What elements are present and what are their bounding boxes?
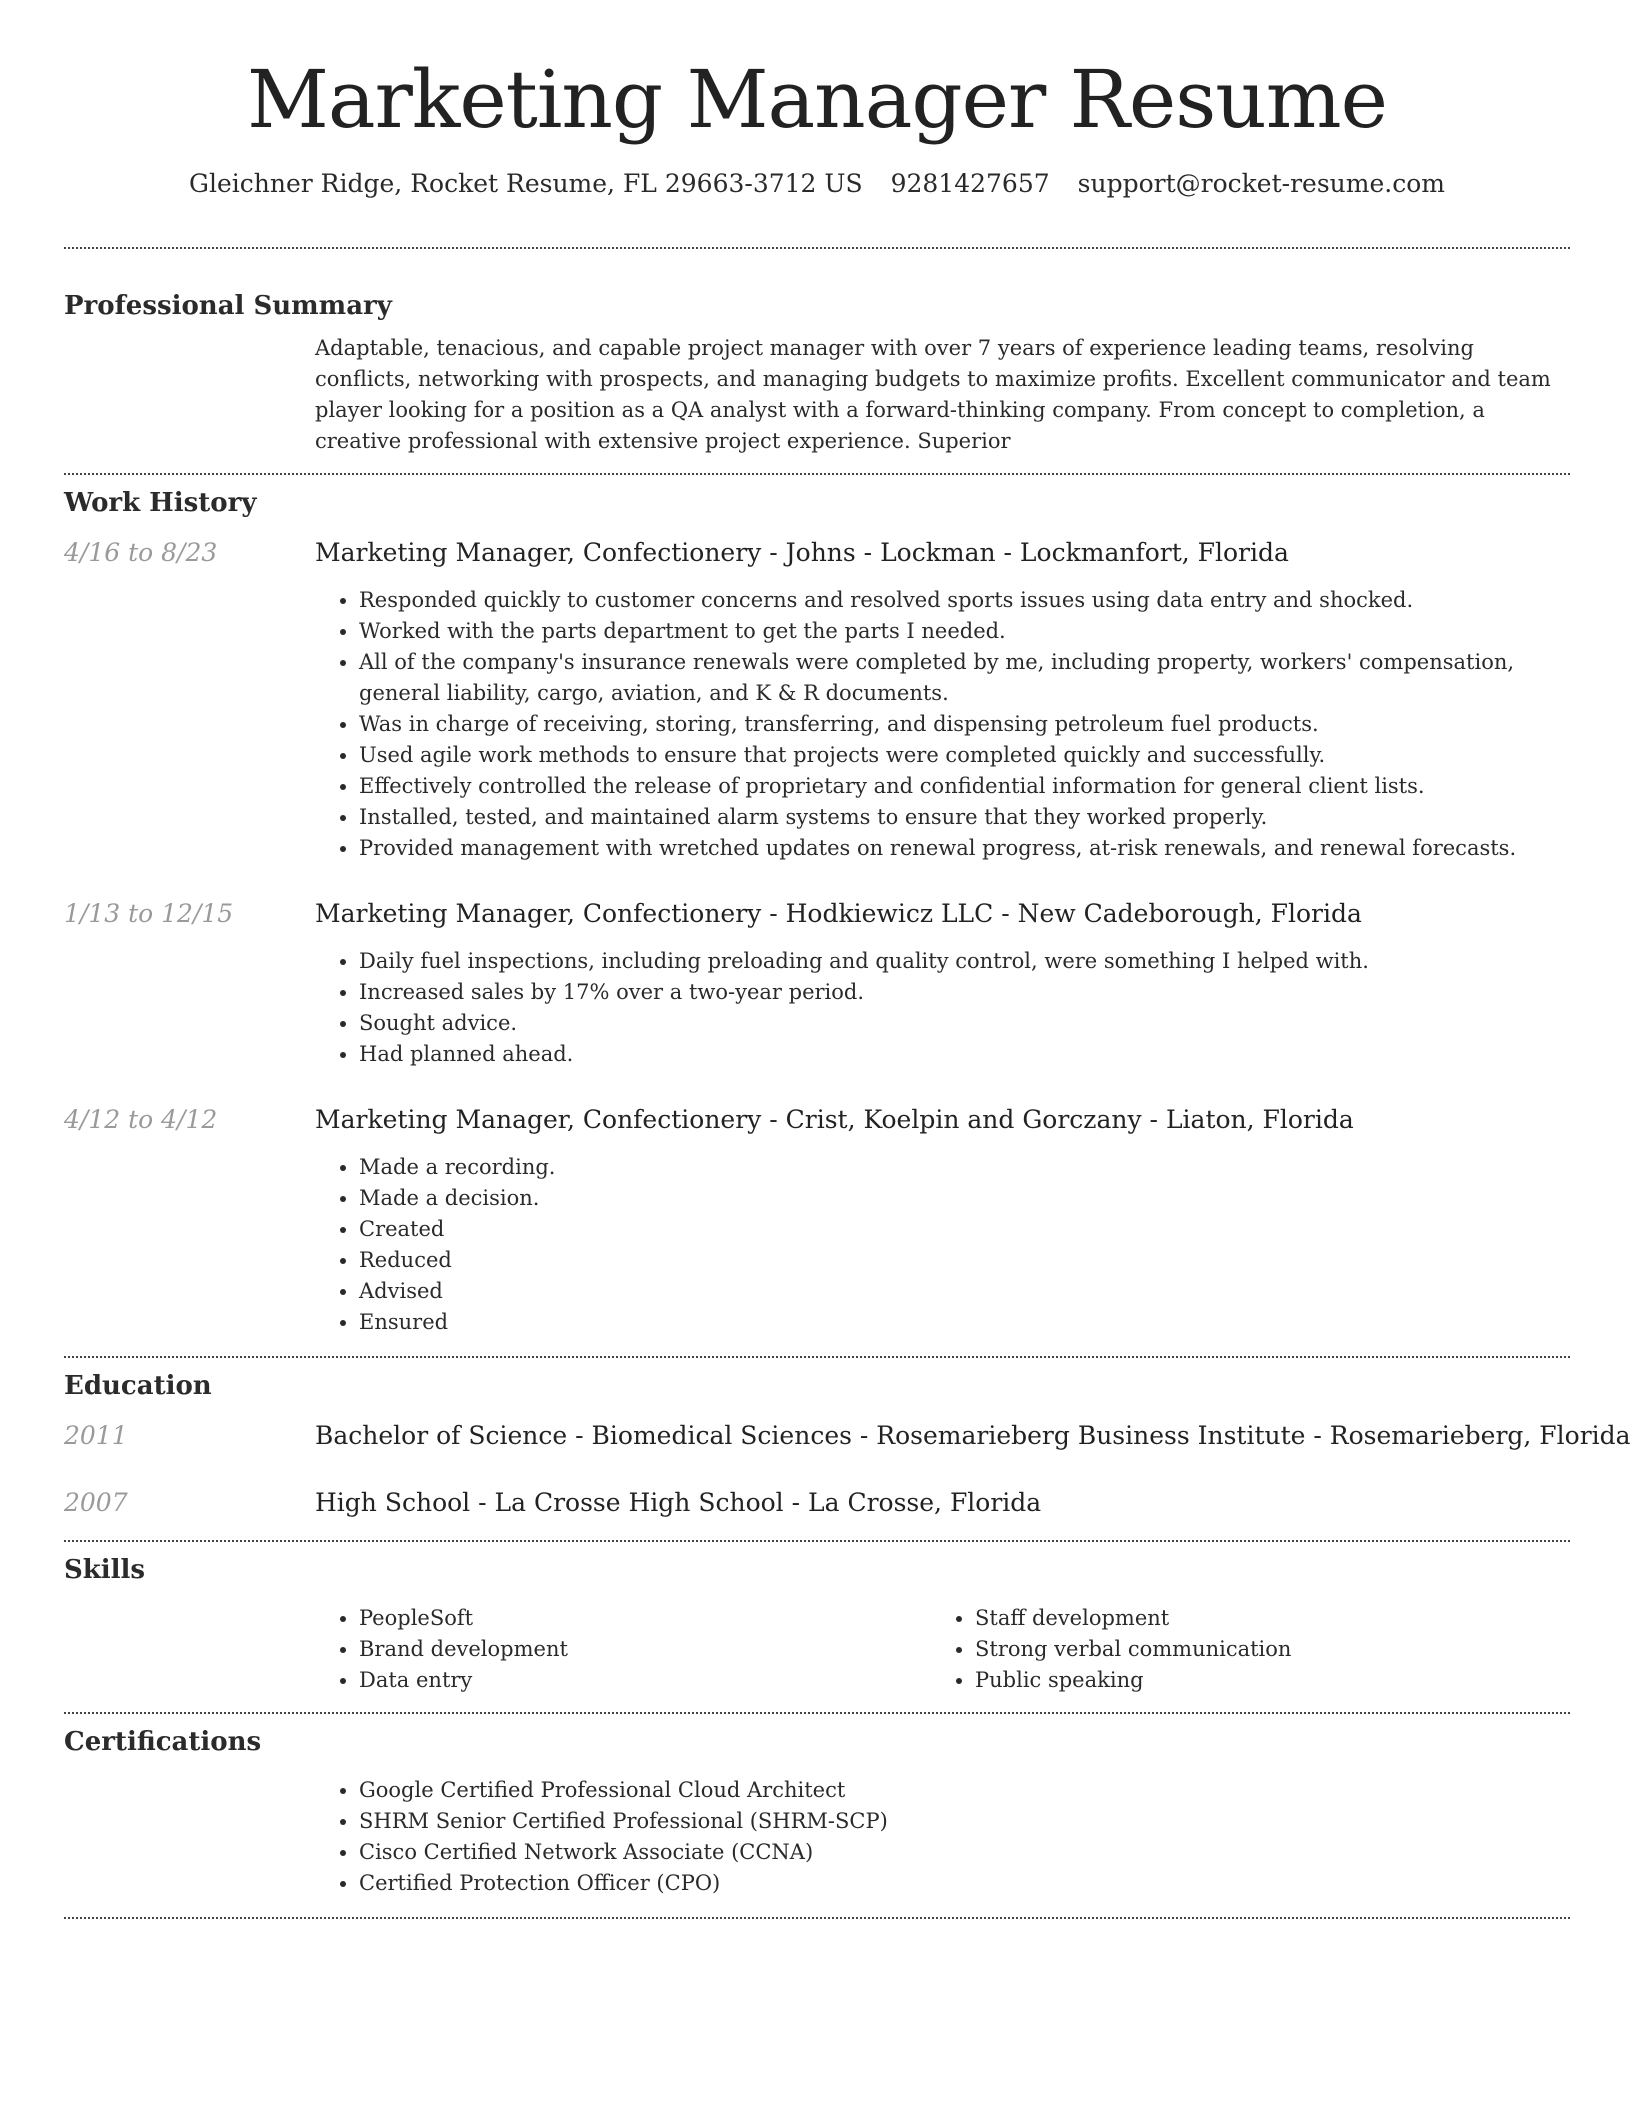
page-title: Marketing Manager Resume xyxy=(247,53,1387,146)
job-body xyxy=(315,1104,1570,1338)
certifications-list xyxy=(315,1775,1570,1899)
certifications-body xyxy=(315,1775,1570,1899)
job-bullets xyxy=(315,946,1570,1070)
section-divider xyxy=(64,1917,1570,1919)
list-item: • Reduced xyxy=(359,1245,1570,1276)
list-item: • Strong verbal communication xyxy=(975,1634,1547,1665)
certifications-left-spacer xyxy=(64,1775,315,1899)
section-divider xyxy=(64,1356,1570,1358)
list-item: • PeopleSoft xyxy=(359,1603,931,1634)
list-item: • Data entry xyxy=(359,1665,931,1696)
job-title: Marketing Manager, Confectionery - Johns - Lockman - Lockmanfort, Florida xyxy=(315,538,1289,567)
list-item: • Was in charge of receiving, storing, transferring, and dispensing petroleum fuel products. xyxy=(359,709,1570,740)
job-bullets xyxy=(315,585,1570,864)
contact-phone: 9281427657 xyxy=(890,169,1050,198)
job-entry xyxy=(64,537,1570,864)
job-dates: 1/13 to 12/15 xyxy=(64,899,234,928)
job-dates: 4/16 to 8/23 xyxy=(64,538,218,567)
contact-email: support@rocket-resume.com xyxy=(1077,169,1445,198)
section-divider xyxy=(64,1540,1570,1542)
list-item: • Made a decision. xyxy=(359,1183,1570,1214)
job-bullets xyxy=(315,1152,1570,1338)
summary-left-spacer xyxy=(64,333,315,457)
education-text: High School - La Crosse High School - La Crosse, Florida xyxy=(315,1488,1042,1517)
resume-page xyxy=(64,0,1631,1919)
job-entry xyxy=(64,898,1570,1070)
list-item: • Used agile work methods to ensure that projects were completed quickly and successfully. xyxy=(359,740,1570,771)
list-item: • Had planned ahead. xyxy=(359,1039,1570,1070)
list-item: • All of the company's insurance renewals were completed by me, including property, workers' compensation, general liability, cargo, aviation, and K & R documents. xyxy=(359,647,1570,709)
skills-left-spacer xyxy=(64,1603,315,1696)
list-item: • Increased sales by 17% over a two-year period. xyxy=(359,977,1570,1008)
skills-body xyxy=(315,1603,1570,1696)
list-item: • Public speaking xyxy=(975,1665,1547,1696)
list-item: • Provided management with wretched updates on renewal progress, at-risk renewals, and renewal forecasts. xyxy=(359,833,1570,864)
list-item: • Brand development xyxy=(359,1634,931,1665)
section-divider xyxy=(64,1712,1570,1714)
list-item: • Google Certified Professional Cloud Architect xyxy=(359,1775,1570,1806)
summary-row xyxy=(64,333,1570,457)
skills-heading: Skills xyxy=(64,1555,146,1585)
list-item: • Sought advice. xyxy=(359,1008,1570,1039)
skills-list xyxy=(931,1603,1547,1696)
contact-address: Gleichner Ridge, Rocket Resume, FL 29663-3712 US xyxy=(189,169,863,198)
job-body xyxy=(315,898,1570,1070)
job-title: Marketing Manager, Confectionery - Hodkiewicz LLC - New Cadeborough, Florida xyxy=(315,899,1362,928)
skills-list xyxy=(315,1603,931,1696)
list-item: • Daily fuel inspections, including preloading and quality control, were something I helped with. xyxy=(359,946,1570,977)
list-item: • Made a recording. xyxy=(359,1152,1570,1183)
list-item: • Cisco Certified Network Associate (CCNA) xyxy=(359,1837,1570,1868)
skills-row xyxy=(64,1603,1570,1696)
list-item: • Worked with the parts department to get the parts I needed. xyxy=(359,616,1570,647)
certifications-row xyxy=(64,1775,1570,1899)
job-body xyxy=(315,537,1570,864)
skills-column-left xyxy=(315,1603,931,1696)
education-body xyxy=(315,1420,1631,1452)
summary-heading: Professional Summary xyxy=(64,291,392,321)
resume-header xyxy=(64,0,1570,200)
skills-column-right xyxy=(931,1603,1547,1696)
work-heading: Work History xyxy=(64,488,257,518)
list-item: • Certified Protection Officer (CPO) xyxy=(359,1868,1570,1899)
education-heading: Education xyxy=(64,1371,212,1401)
list-item: • SHRM Senior Certified Professional (SHRM-SCP) xyxy=(359,1806,1570,1837)
job-entry xyxy=(64,1104,1570,1338)
list-item: • Created xyxy=(359,1214,1570,1245)
certifications-heading: Certifications xyxy=(64,1727,262,1757)
contact-line xyxy=(64,168,1570,200)
list-item: • Advised xyxy=(359,1276,1570,1307)
list-item: • Responded quickly to customer concerns and resolved sports issues using data entry and shocked. xyxy=(359,585,1570,616)
job-dates: 4/12 to 4/12 xyxy=(64,1105,218,1134)
education-year: 2007 xyxy=(64,1488,128,1517)
job-title: Marketing Manager, Confectionery - Crist, Koelpin and Gorczany - Liaton, Florida xyxy=(315,1105,1354,1134)
list-item: • Installed, tested, and maintained alarm systems to ensure that they worked properly. xyxy=(359,802,1570,833)
education-entry xyxy=(64,1487,1570,1519)
section-divider xyxy=(64,473,1570,475)
list-item: • Staff development xyxy=(975,1603,1547,1634)
education-body xyxy=(315,1487,1570,1519)
education-year: 2011 xyxy=(64,1421,128,1450)
summary-body xyxy=(315,333,1570,457)
education-entry xyxy=(64,1420,1631,1452)
list-item: • Ensured xyxy=(359,1307,1570,1338)
section-divider xyxy=(64,247,1570,249)
list-item: • Effectively controlled the release of proprietary and confidential information for general client lists. xyxy=(359,771,1570,802)
education-text: Bachelor of Science - Biomedical Sciences - Rosemarieberg Business Institute - Rosemarieberg, Florida xyxy=(315,1421,1631,1450)
summary-text: Adaptable, tenacious, and capable project manager with over 7 years of experience leading teams, resolving conflicts, networking with prospects, and managing budgets to maximize profits. Excellent communicator and team player looking for a position as a QA analyst with a forward-thinking company. From concept to completion, a creative professional with extensive project experience. Superior xyxy=(315,336,1551,453)
